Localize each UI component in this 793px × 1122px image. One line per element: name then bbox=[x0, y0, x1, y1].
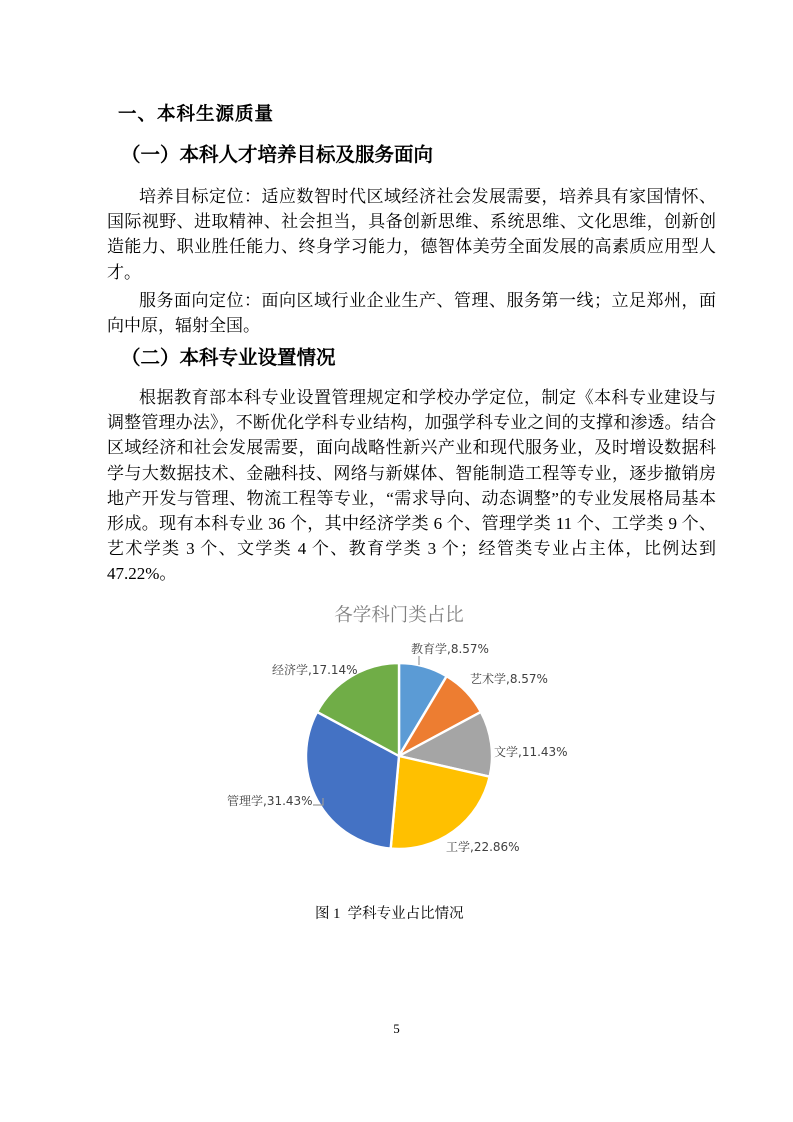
pie-label-art: 艺术学,8.57% bbox=[470, 672, 548, 686]
pie-label-management: 管理学,31.43% bbox=[227, 794, 313, 808]
figure-caption: 图 1 学科专业占比情况 bbox=[315, 906, 464, 922]
paragraph-service-orientation: 服务面向定位：面向区域行业企业生产、管理、服务第一线；立足郑州，面向中原，辐射全国。 bbox=[107, 291, 716, 336]
pie-chart-figure bbox=[119, 598, 679, 898]
subsection-heading-majors: （二）本科专业设置情况 bbox=[121, 346, 336, 369]
pie-chart bbox=[119, 598, 679, 898]
section-heading: 一、本科生源质量 bbox=[118, 104, 275, 125]
pie-label-education: 教育学,8.57% bbox=[411, 642, 489, 656]
pie-label-engineering: 工学,22.86% bbox=[446, 840, 520, 854]
pie-label-literature: 文学,11.43% bbox=[494, 745, 568, 759]
chart-title: 各学科门类占比 bbox=[334, 605, 464, 626]
page-number: 5 bbox=[393, 1021, 400, 1036]
pie-label-economics: 经济学,17.14% bbox=[272, 663, 358, 677]
paragraph-major-setup: 根据教育部本科专业设置管理规定和学校办学定位，制定《本科专业建设与调整管理办法》，不断优化学科专业结构，加强学科专业之间的支撑和渗透。结合区域经济和社会发展需要，面向战略性新兴产业和现代服务业，及时增设数据科学与大数据技术、金融科技、网络与新媒体、智能制造工程等专业，逐步撤销房地产开发与管理、物流工程等专业，“需求导向、动态调整”的专业发展格局基本形成。现有本科专业 36 个，其中经济学类 6 个、管理学类 11 个、工学类 9 个、艺术学类 3 个、文学类 4 个、教育学类 3 个；经管类专业占主体，比例达到 47.22%。 bbox=[107, 388, 716, 584]
subsection-heading-training: （一）本科人才培养目标及服务面向 bbox=[121, 143, 434, 166]
paragraph-training-objectives: 培养目标定位：适应数智时代区域经济社会发展需要，培养具有家国情怀、国际视野、进取精神、社会担当，具备创新思维、系统思维、文化思维，创新创造能力、职业胜任能力、终身学习能力，德智体美劳全面发展的高素质应用型人才。 bbox=[107, 187, 716, 282]
